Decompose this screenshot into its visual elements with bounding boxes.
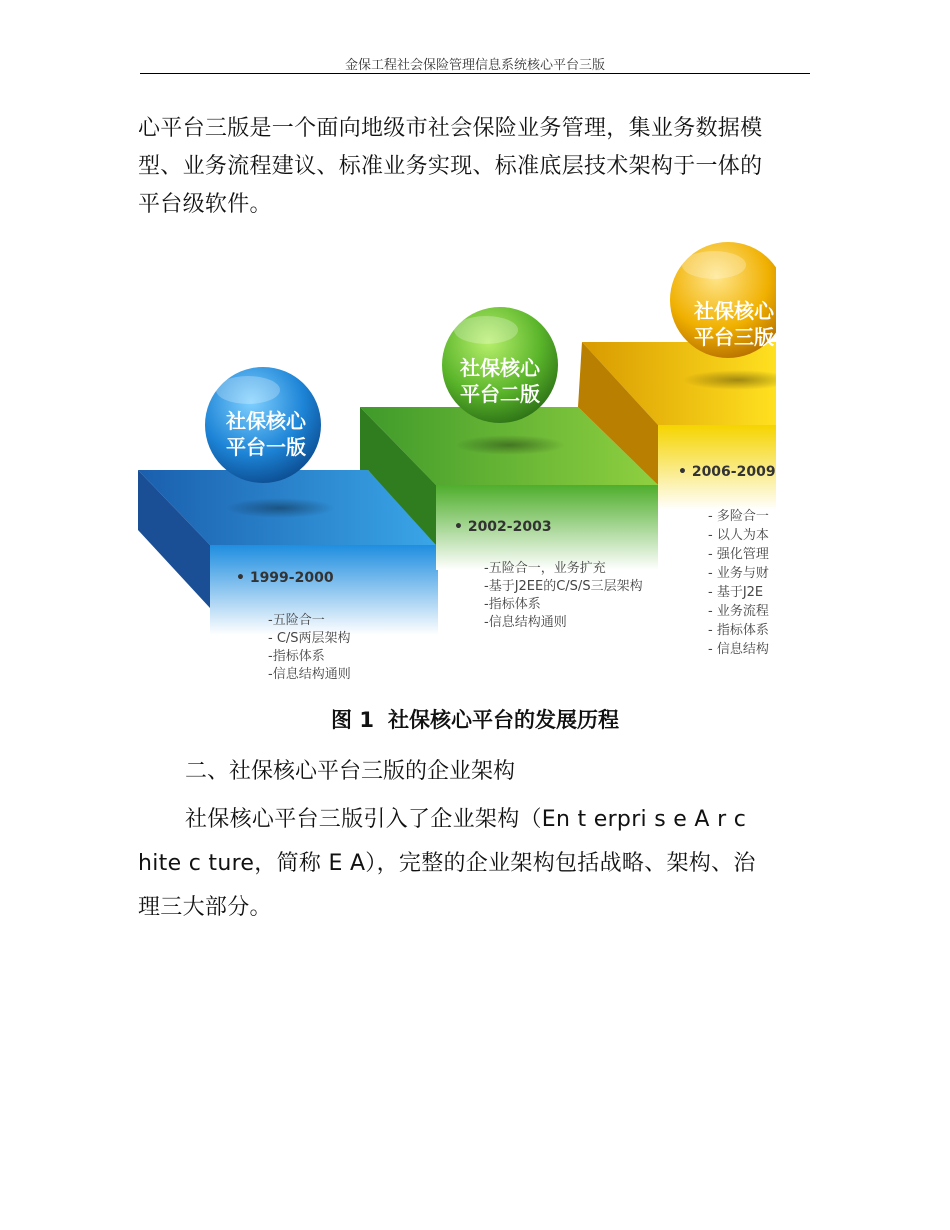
stage-3-item: - 以人为本 — [708, 528, 769, 543]
stage-2-period: • 2002-2003 — [454, 519, 552, 535]
stage-1-item: - C/S两层架构 — [268, 631, 351, 646]
header-rule — [140, 73, 810, 74]
stage-2-item: -信息结构通则 — [484, 615, 567, 630]
stage-1-sphere — [205, 367, 321, 483]
stage-1-period: • 1999-2000 — [236, 570, 334, 586]
stage-1-title-line2: 平台一版 — [226, 435, 306, 459]
stage-2-item: -基于J2EE的C/S/S三层架构 — [484, 579, 643, 594]
stage-3-period: • 2006-2009 — [678, 464, 776, 480]
stage-3-item: - 多险合一 — [708, 509, 769, 524]
stage-3-item: - 强化管理 — [708, 547, 769, 562]
section-heading: 二、社保核心平台三版的企业架构 — [185, 759, 516, 784]
stage-3-items — [708, 509, 769, 657]
stage-1-item: -指标体系 — [268, 649, 325, 664]
stage-1-title-line1: 社保核心 — [226, 409, 306, 433]
stage-2-title-line2: 平台二版 — [460, 382, 540, 406]
stage-3-sphere — [670, 242, 776, 358]
figure-caption — [0, 704, 950, 734]
platform-history-figure — [138, 240, 776, 690]
stage-2-items — [484, 560, 643, 630]
stage-3-item: - 基于J2E — [708, 585, 764, 600]
stage-3-item: - 指标体系 — [708, 623, 769, 638]
stage-1-item: -信息结构通则 — [268, 667, 351, 682]
stage-3-item: - 业务流程 — [708, 604, 769, 619]
stage-3-item: - 信息结构 — [708, 642, 769, 657]
stage-3-item: - 业务与财 — [708, 566, 769, 581]
intro-paragraph: 心平台三版是一个面向地级市社会保险业务管理，集业务数据模型、业务流程建议、标准业务实现、标准底层技术架构于一体的平台级软件。 — [138, 116, 763, 217]
stage-1-item: -五险合一 — [268, 613, 325, 628]
stage-2-item: -五险合一，业务扩充 — [484, 561, 606, 576]
figure-title: 社保核心平台的发展历程 — [387, 708, 619, 732]
figure-label: 图 1 — [331, 708, 374, 732]
stage-2-sphere — [442, 307, 558, 423]
body-paragraph: 社保核心平台三版引入了企业架构（En t erpri s e A r c hite c ture，简称 E A），完整的企业架构包括战略、架构、治理三大部分。 — [138, 807, 756, 920]
stage-3-title-line2: 平台三版 — [694, 325, 774, 349]
stage-2-item: -指标体系 — [484, 597, 541, 612]
page-header: 金保工程社会保险管理信息系统核心平台三版 — [344, 58, 605, 73]
stage-2-title-line1: 社保核心 — [460, 356, 540, 380]
stage-3-title-line1: 社保核心 — [694, 299, 774, 323]
